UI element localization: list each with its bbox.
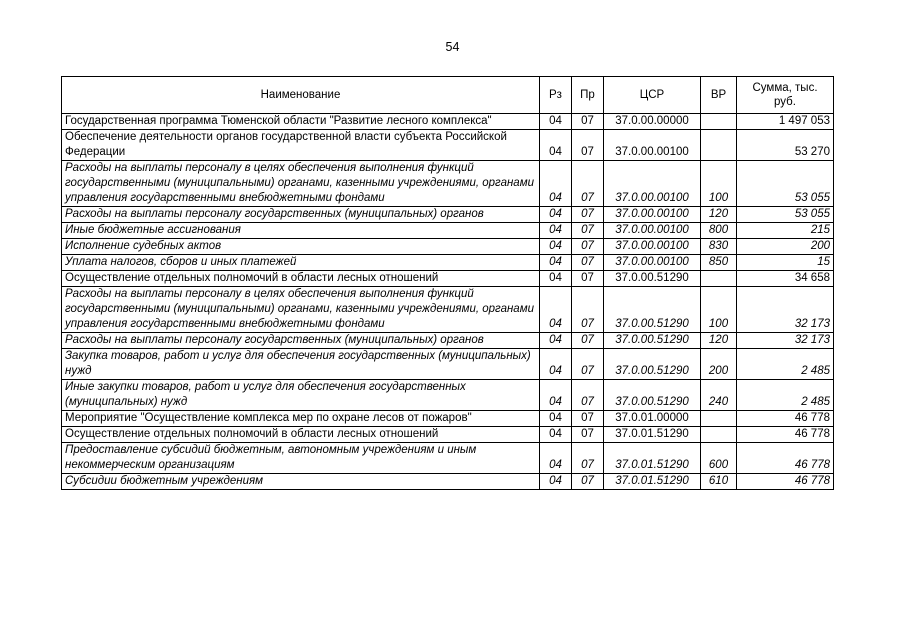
row-vr: 850 [701, 255, 737, 271]
table-row [62, 349, 834, 380]
row-vr: 800 [701, 223, 737, 239]
row-vr [701, 271, 737, 287]
row-pr: 07 [572, 411, 604, 427]
row-pr: 07 [572, 443, 604, 474]
row-name: Предоставление субсидий бюджетным, автономным учреждениям и иным некоммерческим организациям [62, 443, 540, 474]
row-rz: 04 [540, 287, 572, 333]
row-sum: 46 778 [737, 411, 834, 427]
header-sum [737, 77, 834, 114]
row-name: Обеспечение деятельности органов государственной власти субъекта Российской Федерации [62, 130, 540, 161]
row-rz: 04 [540, 207, 572, 223]
row-csr: 37.0.00.51290 [604, 287, 701, 333]
table-row [62, 161, 834, 207]
row-name: Осуществление отдельных полномочий в области лесных отношений [62, 271, 540, 287]
row-vr [701, 411, 737, 427]
row-rz: 04 [540, 114, 572, 130]
row-name: Осуществление отдельных полномочий в области лесных отношений [62, 427, 540, 443]
row-sum: 32 173 [737, 333, 834, 349]
row-vr: 200 [701, 349, 737, 380]
row-rz: 04 [540, 255, 572, 271]
row-rz: 04 [540, 474, 572, 490]
table-row [62, 411, 834, 427]
header-sum-line2: тыс. руб. [774, 82, 818, 108]
row-pr: 07 [572, 287, 604, 333]
row-rz: 04 [540, 333, 572, 349]
row-rz: 04 [540, 239, 572, 255]
row-pr: 07 [572, 427, 604, 443]
row-name: Исполнение судебных актов [62, 239, 540, 255]
row-name: Субсидии бюджетным учреждениям [62, 474, 540, 490]
row-name: Уплата налогов, сборов и иных платежей [62, 255, 540, 271]
row-pr: 07 [572, 271, 604, 287]
row-sum: 2 485 [737, 380, 834, 411]
row-sum: 1 497 053 [737, 114, 834, 130]
header-vr: ВР [701, 77, 737, 114]
row-rz: 04 [540, 161, 572, 207]
row-pr: 07 [572, 349, 604, 380]
row-rz: 04 [540, 411, 572, 427]
row-pr: 07 [572, 333, 604, 349]
row-name: Иные закупки товаров, работ и услуг для обеспечения государственных (муниципальных) нужд [62, 380, 540, 411]
table-row [62, 255, 834, 271]
row-csr: 37.0.00.00100 [604, 239, 701, 255]
page-number: 54 [445, 40, 460, 54]
row-rz: 04 [540, 130, 572, 161]
table-row [62, 443, 834, 474]
header-pr: Пр [572, 77, 604, 114]
row-csr: 37.0.00.00100 [604, 255, 701, 271]
row-vr [701, 114, 737, 130]
row-pr: 07 [572, 380, 604, 411]
row-name: Государственная программа Тюменской области "Развитие лесного комплекса" [62, 114, 540, 130]
row-vr: 600 [701, 443, 737, 474]
row-sum: 53 270 [737, 130, 834, 161]
header-name: Наименование [62, 77, 540, 114]
row-sum: 53 055 [737, 207, 834, 223]
table-row [62, 130, 834, 161]
table-row [62, 271, 834, 287]
budget-table [61, 76, 834, 490]
row-sum: 2 485 [737, 349, 834, 380]
header-sum-line1: Сумма, [752, 82, 792, 94]
row-csr: 37.0.00.51290 [604, 380, 701, 411]
row-csr: 37.0.00.51290 [604, 349, 701, 380]
row-sum: 46 778 [737, 474, 834, 490]
row-rz: 04 [540, 427, 572, 443]
row-csr: 37.0.01.51290 [604, 474, 701, 490]
row-csr: 37.0.00.00100 [604, 223, 701, 239]
row-vr: 610 [701, 474, 737, 490]
row-pr: 07 [572, 114, 604, 130]
row-pr: 07 [572, 161, 604, 207]
table-row [62, 223, 834, 239]
table-header-row [62, 77, 834, 114]
row-name: Расходы на выплаты персоналу государственных (муниципальных) органов [62, 333, 540, 349]
table-row [62, 207, 834, 223]
row-sum: 46 778 [737, 427, 834, 443]
row-csr: 37.0.00.51290 [604, 271, 701, 287]
table-row [62, 380, 834, 411]
row-name: Расходы на выплаты персоналу в целях обеспечения выполнения функций государственными (муниципальными) органами, казенными учреждениями, органами управления государственными внебюджетными фондами [62, 161, 540, 207]
row-name: Расходы на выплаты персоналу в целях обеспечения выполнения функций государственными (муниципальными) органами, казенными учреждениями, органами управления государственными внебюджетными фондами [62, 287, 540, 333]
row-name: Расходы на выплаты персоналу государственных (муниципальных) органов [62, 207, 540, 223]
row-sum: 15 [737, 255, 834, 271]
row-sum: 200 [737, 239, 834, 255]
row-sum: 215 [737, 223, 834, 239]
row-vr: 100 [701, 287, 737, 333]
header-rz: Рз [540, 77, 572, 114]
table-row [62, 474, 834, 490]
table-row [62, 333, 834, 349]
row-name: Мероприятие "Осуществление комплекса мер по охране лесов от пожаров" [62, 411, 540, 427]
row-rz: 04 [540, 380, 572, 411]
row-csr: 37.0.00.00100 [604, 161, 701, 207]
table-row [62, 239, 834, 255]
row-vr: 120 [701, 207, 737, 223]
row-name: Закупка товаров, работ и услуг для обеспечения государственных (муниципальных) нужд [62, 349, 540, 380]
row-csr: 37.0.00.00000 [604, 114, 701, 130]
row-vr: 120 [701, 333, 737, 349]
row-csr: 37.0.00.00100 [604, 130, 701, 161]
row-vr: 830 [701, 239, 737, 255]
row-pr: 07 [572, 474, 604, 490]
table-row [62, 114, 834, 130]
row-vr [701, 427, 737, 443]
row-sum: 32 173 [737, 287, 834, 333]
row-sum: 46 778 [737, 443, 834, 474]
row-rz: 04 [540, 349, 572, 380]
row-vr [701, 130, 737, 161]
row-csr: 37.0.01.51290 [604, 443, 701, 474]
row-sum: 53 055 [737, 161, 834, 207]
row-csr: 37.0.00.51290 [604, 333, 701, 349]
row-pr: 07 [572, 255, 604, 271]
row-csr: 37.0.01.51290 [604, 427, 701, 443]
row-pr: 07 [572, 130, 604, 161]
row-rz: 04 [540, 271, 572, 287]
row-pr: 07 [572, 223, 604, 239]
row-vr: 100 [701, 161, 737, 207]
table-row [62, 287, 834, 333]
header-csr: ЦСР [604, 77, 701, 114]
row-sum: 34 658 [737, 271, 834, 287]
row-rz: 04 [540, 443, 572, 474]
table-row [62, 427, 834, 443]
row-vr: 240 [701, 380, 737, 411]
row-rz: 04 [540, 223, 572, 239]
row-name: Иные бюджетные ассигнования [62, 223, 540, 239]
row-pr: 07 [572, 239, 604, 255]
row-csr: 37.0.01.00000 [604, 411, 701, 427]
row-csr: 37.0.00.00100 [604, 207, 701, 223]
row-pr: 07 [572, 207, 604, 223]
